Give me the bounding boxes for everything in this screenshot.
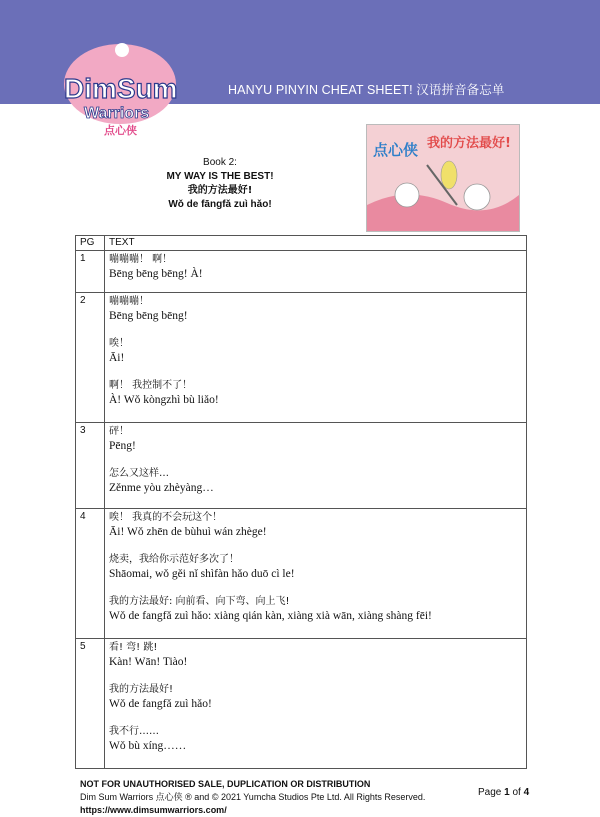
pinyin-line: Āi!	[109, 352, 125, 364]
footer-url[interactable]: https://www.dimsumwarriors.com/	[80, 805, 227, 815]
page-total: 4	[523, 787, 530, 798]
row-page-number: 2	[76, 293, 105, 423]
row-page-number: 4	[76, 509, 105, 639]
book-title-cn: 我的方法最好!	[187, 185, 253, 196]
pinyin-line: À! Wǒ kòngzhì bù liǎo!	[109, 394, 219, 406]
row-text	[105, 639, 527, 769]
chinese-line: 砰！	[109, 426, 129, 437]
row-text	[105, 251, 527, 293]
cover-title: 我的方法最好!	[427, 136, 511, 151]
pinyin-line: Wǒ bù xíng……	[109, 740, 187, 752]
chinese-line: 怎么又这样…	[109, 468, 169, 479]
row-page-number: 3	[76, 423, 105, 509]
chinese-line: 啊！ 我控制不了！	[109, 380, 193, 391]
pinyin-line: Zěnme yòu zhèyàng…	[109, 482, 214, 494]
header-pg: PG	[76, 236, 105, 251]
footer-copyright: Dim Sum Warriors 点心侠 ® and © 2021 Yumcha Studios Pte Ltd. All Rights Reserved.	[80, 792, 426, 802]
table-row	[76, 423, 527, 509]
chinese-line: 嘣嘣嘣！ 啊！	[109, 254, 173, 265]
pinyin-line: Wǒ de fangfǎ zuì hǎo!	[109, 698, 212, 710]
page-number	[478, 787, 529, 798]
chinese-line: 我的方法最好!	[109, 684, 174, 695]
pinyin-line: Kàn! Wān! Tiào!	[109, 656, 188, 668]
pinyin-line: Pēng!	[109, 440, 136, 452]
pinyin-line: Wǒ de fangfǎ zuì hǎo: xiàng qián kàn, xiàng xià wān, xiàng shàng fēi!	[109, 610, 432, 622]
pinyin-line: Shāomai, wǒ gěi nǐ shìfàn hǎo duō cì le!	[109, 568, 295, 580]
cover-series: 点心侠	[373, 141, 419, 159]
row-text	[105, 293, 527, 423]
chinese-line: 我不行……	[109, 726, 159, 737]
row-page-number: 5	[76, 639, 105, 769]
page-of: of	[512, 787, 521, 798]
book-info	[120, 156, 320, 212]
chinese-line: 嘣嘣嘣！	[109, 296, 149, 307]
page-current: 1	[504, 787, 510, 798]
book-label: Book 2:	[203, 157, 237, 168]
row-text	[105, 509, 527, 639]
text-table	[75, 235, 527, 769]
chinese-line: 看! 弯! 跳!	[109, 642, 158, 653]
book-title-en: MY WAY IS THE BEST!	[166, 171, 274, 182]
pinyin-line: Bēng bēng bēng!	[109, 310, 188, 322]
logo-cn: 点心侠	[104, 124, 137, 137]
chinese-line: 我的方法最好: 向前看、向下弯、向上飞!	[109, 596, 290, 607]
footer-warning: NOT FOR UNAUTHORISED SALE, DUPLICATION OR DISTRIBUTION	[80, 779, 371, 789]
row-text	[105, 423, 527, 509]
header-title: HANYU PINYIN CHEAT SHEET! 汉语拼音备忘单	[228, 83, 505, 97]
pinyin-line: Bēng bēng bēng! À!	[109, 268, 203, 280]
table-header-row	[76, 236, 527, 251]
logo-text-top: DimSum	[64, 73, 178, 104]
chinese-line: 唉！	[109, 338, 129, 349]
table-row	[76, 293, 527, 423]
page-label: Page	[478, 787, 502, 798]
chinese-line: 唉！ 我真的不会玩这个！	[109, 512, 223, 523]
row-page-number: 1	[76, 251, 105, 293]
chinese-line: 烧卖，我给你示范好多次了！	[109, 554, 239, 565]
footer	[80, 778, 540, 817]
logo-bun-top	[115, 43, 129, 57]
book-title-pinyin: Wǒ de fāngfǎ zuì hǎo!	[168, 199, 272, 210]
header-text: TEXT	[105, 236, 527, 251]
pinyin-line: Āi! Wǒ zhēn de bùhuì wán zhège!	[109, 526, 267, 538]
book-cover-image	[366, 124, 520, 232]
dimsum-warriors-logo	[50, 36, 200, 146]
table-row	[76, 509, 527, 639]
logo-text-bottom: Warriors	[84, 105, 150, 122]
table-row	[76, 251, 527, 293]
table-row	[76, 639, 527, 769]
